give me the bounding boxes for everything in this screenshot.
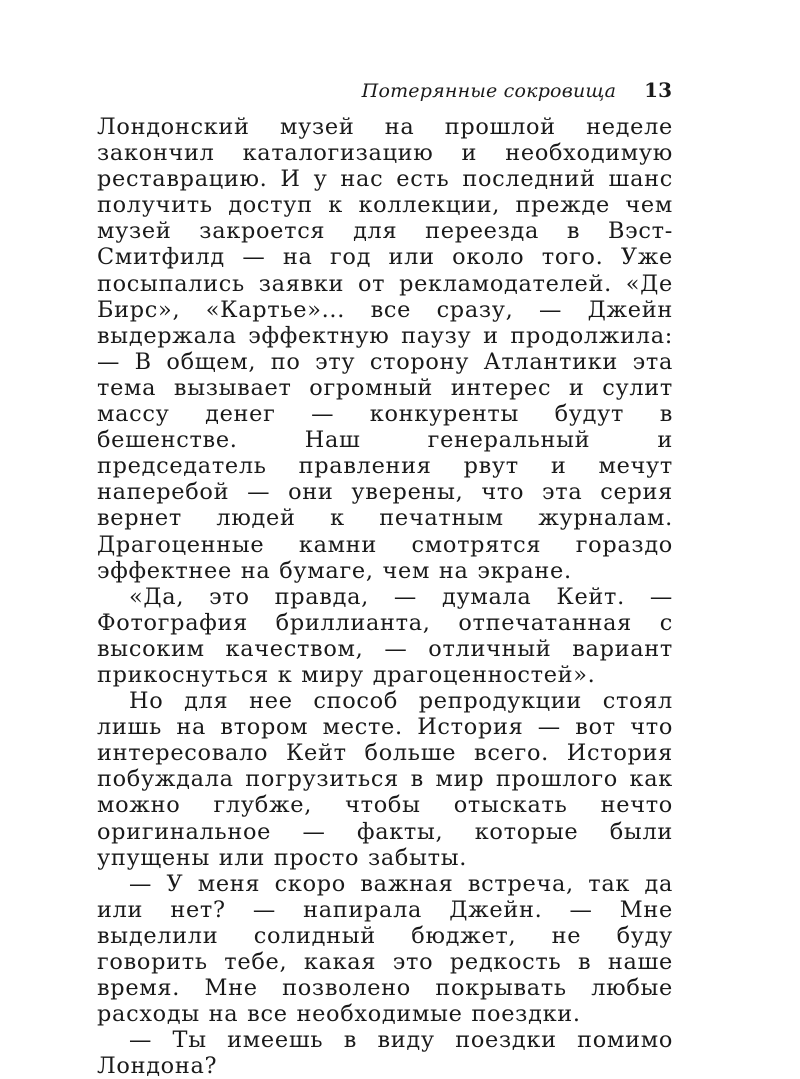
paragraph: Лондонский музей на прошлой неделе закончил каталогизацию и необходимую реставрацию. И у нас есть последний шанс получить доступ к коллекции, прежде чем музей закроется для переезда в Вэст-Смитфилд — на год или около того. Уже посыпались заявки от рекламодателей. «Де Бирс», «Картье»... все сразу, — Джейн выдержала эффектную паузу и продолжила: — В общем, по эту сторону Атлантики эта тема вызывает огромный интерес и сулит массу денег — конкуренты будут в бешенстве. Наш генеральный и председатель правления рвут и мечут наперебой — они уверены, что эта серия вернет людей к печатным журналам. Драгоценные камни смотрятся гораздо эффектнее на бумаге, чем на экране.: [97, 114, 673, 584]
paragraph: — Ты имеешь в виду поездки помимо Лондона?: [97, 1027, 673, 1079]
running-title: Потерянные сокровища: [361, 80, 617, 102]
page-number: 13: [644, 78, 672, 102]
paragraph: «Да, это правда, — думала Кейт. — Фотография бриллианта, отпечатанная с высоким качеством, — отличный вариант прикоснуться к миру драгоценностей».: [97, 583, 673, 688]
paragraph: Но для нее способ репродукции стоял лишь на втором месте. История — вот что интересовало Кейт больше всего. История побуждала погрузиться в мир прошлого как можно глубже, чтобы отыскать нечто оригинальное — факты, которые были упущены или просто забыты.: [97, 688, 673, 871]
running-header: [362, 78, 672, 102]
paragraph: — У меня скоро важная встреча, так да или нет? — напирала Джейн. — Мне выделили солидный бюджет, не буду говорить тебе, какая это редкость в наше время. Мне позволено покрывать любые расходы на все необходимые поездки.: [97, 870, 673, 1028]
body-text: [97, 114, 673, 1079]
